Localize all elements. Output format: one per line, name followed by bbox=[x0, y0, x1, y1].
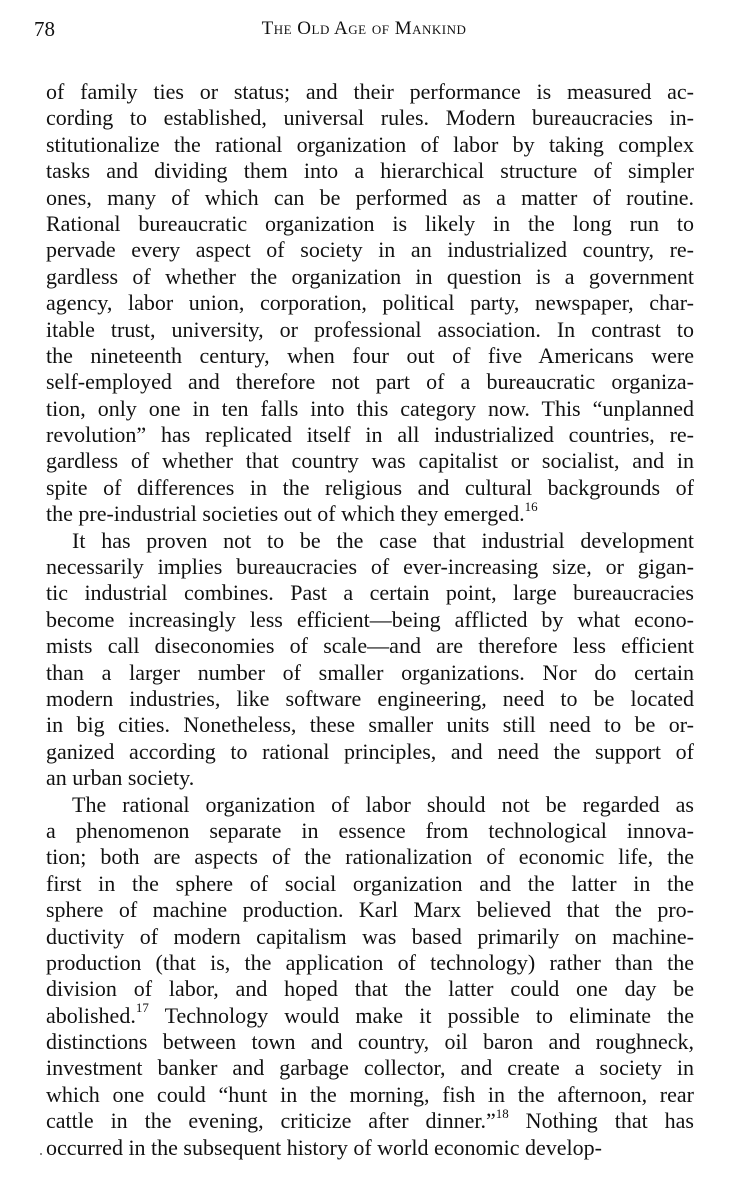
line-text: distinctions between town and country, oil baron and roughneck, bbox=[46, 1029, 694, 1055]
line-text: tion, only one in ten falls into this category now. This “unplanned bbox=[46, 395, 694, 421]
text-line bbox=[46, 422, 694, 448]
line-text: tasks and dividing them into a hierarchical structure of simpler bbox=[46, 158, 694, 184]
text-line bbox=[46, 132, 694, 158]
text-line bbox=[46, 554, 694, 580]
line-text: a phenomenon separate in essence from technological innova- bbox=[46, 817, 694, 843]
text-line bbox=[46, 660, 694, 686]
line-text: tic industrial combines. Past a certain point, large bureaucracies bbox=[46, 580, 694, 606]
text-line bbox=[46, 1135, 694, 1161]
text-line bbox=[46, 79, 694, 105]
text-line bbox=[46, 686, 694, 712]
footnote-marker[interactable]: 17 bbox=[135, 1000, 149, 1016]
text-line bbox=[46, 897, 694, 923]
text-line bbox=[46, 765, 694, 791]
line-text: The rational organization of labor should not be regarded as bbox=[72, 791, 694, 817]
text-line bbox=[46, 924, 694, 950]
line-text: tion; both are aspects of the rationalization of economic life, the bbox=[46, 844, 694, 870]
line-text: investment banker and garbage collector, and create a society in bbox=[46, 1055, 694, 1081]
line-text: division of labor, and hoped that the latter could one day be bbox=[46, 976, 694, 1002]
text-line bbox=[46, 871, 694, 897]
text-line bbox=[46, 580, 694, 606]
line-text: pervade every aspect of society in an industrialized country, re- bbox=[46, 237, 694, 263]
text-line bbox=[46, 739, 694, 765]
line-text: ones, many of which can be performed as a matter of routine. bbox=[46, 184, 694, 210]
text-line bbox=[46, 607, 694, 633]
page-header bbox=[34, 14, 694, 44]
line-text: become increasingly less efficient—being afflicted by what econo- bbox=[46, 606, 694, 632]
text-line bbox=[46, 185, 694, 211]
body-text bbox=[46, 79, 694, 1161]
text-line bbox=[46, 976, 694, 1002]
line-text: gardless of whether the organization in question is a government bbox=[46, 263, 694, 289]
line-text: the nineteenth century, when four out of five Americans were bbox=[46, 342, 694, 368]
line-text: itable trust, university, or professional association. In contrast to bbox=[46, 316, 694, 342]
line-text: gardless of whether that country was capitalist or socialist, and in bbox=[46, 448, 694, 474]
text-line bbox=[46, 1000, 694, 1029]
scan-speck bbox=[40, 1153, 42, 1155]
paragraph bbox=[46, 792, 694, 1161]
line-text: mists call diseconomies of scale—and are therefore less efficient bbox=[46, 633, 694, 659]
line-text: which one could “hunt in the morning, fish in the afternoon, rear bbox=[46, 1081, 694, 1107]
text-line bbox=[46, 528, 694, 554]
text-line bbox=[46, 343, 694, 369]
text-line bbox=[46, 105, 694, 131]
line-text: Rational bureaucratic organization is likely in the long run to bbox=[46, 210, 694, 236]
paragraph bbox=[46, 528, 694, 792]
line-text: stitutionalize the rational organization of labor by taking complex bbox=[46, 131, 694, 157]
text-line bbox=[46, 264, 694, 290]
line-text: modern industries, like software engineering, need to be located bbox=[46, 685, 694, 711]
line-text: revolution” has replicated itself in all industrialized countries, re- bbox=[46, 422, 694, 448]
text-line bbox=[46, 818, 694, 844]
line-text: abolished. bbox=[46, 1002, 136, 1028]
text-line bbox=[46, 498, 694, 527]
line-text: spite of differences in the religious and cultural backgrounds of bbox=[46, 474, 694, 500]
line-text: necessarily implies bureaucracies of ever-increasing size, or gigan- bbox=[46, 554, 694, 580]
text-line bbox=[46, 792, 694, 818]
line-text: first in the sphere of social organization and the latter in the bbox=[46, 870, 694, 896]
line-text-continued: Technology would make it possible to eliminate the bbox=[148, 1002, 694, 1028]
line-text: cattle in the evening, criticize after dinner.” bbox=[46, 1108, 496, 1134]
text-line bbox=[46, 211, 694, 237]
line-text: self-employed and therefore not part of a bureaucratic organiza- bbox=[46, 369, 694, 395]
footnote-marker[interactable]: 16 bbox=[524, 498, 538, 514]
line-text: an urban society. bbox=[46, 765, 195, 791]
text-line bbox=[46, 369, 694, 395]
line-text: production (that is, the application of technology) rather than the bbox=[46, 949, 694, 975]
paragraph bbox=[46, 79, 694, 528]
line-text-continued: Nothing that has bbox=[508, 1108, 694, 1134]
text-line bbox=[46, 1029, 694, 1055]
text-line bbox=[46, 844, 694, 870]
page-number: 78 bbox=[34, 17, 55, 41]
line-text: of family ties or status; and their performance is measured ac- bbox=[46, 79, 694, 104]
text-line bbox=[46, 448, 694, 474]
text-line bbox=[46, 633, 694, 659]
line-text: sphere of machine production. Karl Marx believed that the pro- bbox=[46, 897, 694, 923]
text-line bbox=[46, 1082, 694, 1108]
line-text: agency, labor union, corporation, political party, newspaper, char- bbox=[46, 290, 694, 316]
text-line bbox=[46, 237, 694, 263]
footnote-marker[interactable]: 18 bbox=[495, 1105, 509, 1121]
text-line bbox=[46, 712, 694, 738]
line-text: than a larger number of smaller organizations. Nor do certain bbox=[46, 659, 694, 685]
text-line bbox=[46, 396, 694, 422]
line-text: ductivity of modern capitalism was based primarily on machine- bbox=[46, 923, 694, 949]
line-text: cording to established, universal rules. Modern bureaucracies in- bbox=[46, 105, 694, 131]
line-text: ganized according to rational principles, and need the support of bbox=[46, 738, 694, 764]
running-head: The Old Age of Mankind bbox=[261, 18, 467, 39]
text-line bbox=[46, 950, 694, 976]
text-line bbox=[46, 290, 694, 316]
line-text: in big cities. Nonetheless, these smaller units still need to be or- bbox=[46, 712, 694, 738]
text-line bbox=[46, 475, 694, 501]
line-text: the pre-industrial societies out of which they emerged. bbox=[46, 501, 525, 527]
line-text: occurred in the subsequent history of world economic develop- bbox=[46, 1134, 602, 1160]
text-line bbox=[46, 1105, 694, 1134]
text-line bbox=[46, 1055, 694, 1081]
text-line bbox=[46, 317, 694, 343]
text-line bbox=[46, 158, 694, 184]
line-text: It has proven not to be the case that industrial development bbox=[72, 527, 694, 553]
